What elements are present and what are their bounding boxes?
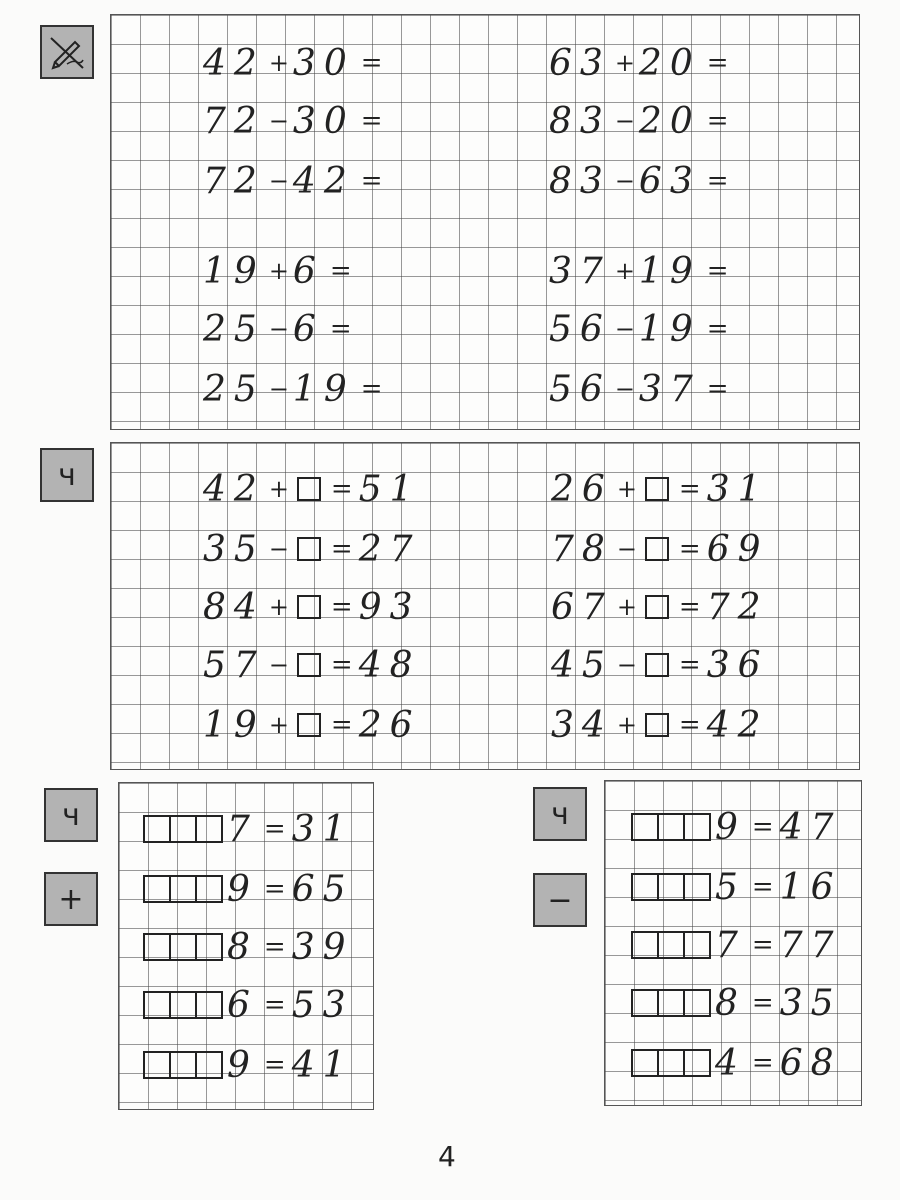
result: 51 <box>358 468 421 510</box>
result: 31 <box>291 808 354 850</box>
equals-sign: = <box>330 592 353 622</box>
grid-section-1 <box>110 14 860 430</box>
equals-sign: = <box>706 48 729 78</box>
equals-sign: = <box>263 990 286 1020</box>
operand-a: 42 <box>203 468 265 510</box>
operand-a: 72 <box>203 160 265 202</box>
grid-section-3-right <box>604 780 862 1106</box>
equation-row <box>549 159 735 203</box>
result: 42 <box>706 704 769 746</box>
operand-a: 83 <box>549 160 611 202</box>
operator: + <box>268 711 289 739</box>
result: 39 <box>291 926 354 968</box>
equals-sign: = <box>751 812 774 842</box>
result: 27 <box>358 528 421 570</box>
digit-box <box>683 1049 711 1077</box>
result: 41 <box>291 1044 354 1086</box>
digit-box <box>143 933 171 961</box>
equals-sign: = <box>360 106 383 136</box>
digit-box <box>657 931 685 959</box>
digit-box <box>143 1051 171 1079</box>
equation-row <box>203 159 389 203</box>
equals-sign: = <box>678 474 701 504</box>
result: 26 <box>358 704 421 746</box>
operand-a: 45 <box>551 644 613 686</box>
digit-boxes <box>143 1051 221 1079</box>
equals-sign: = <box>678 534 701 564</box>
operand-a: 56 <box>549 308 611 350</box>
equals-sign: = <box>678 650 701 680</box>
operator: − <box>268 315 289 343</box>
digit-boxes-row <box>143 867 354 911</box>
last-digit: 4 <box>715 1042 746 1084</box>
result: 48 <box>358 644 421 686</box>
digit-boxes-row <box>631 981 842 1025</box>
equals-sign: = <box>263 932 286 962</box>
operand-a: 57 <box>203 644 265 686</box>
operator: + <box>268 593 289 621</box>
operator: + <box>268 257 289 285</box>
operand-b: 20 <box>638 100 701 142</box>
equals-sign: = <box>706 106 729 136</box>
answer-box <box>297 595 321 619</box>
tag-section-3-right-2: − <box>533 873 587 927</box>
operand-b: 30 <box>292 42 355 84</box>
equals-sign: = <box>751 988 774 1018</box>
equals-sign: = <box>329 314 352 344</box>
operand-a: 19 <box>203 250 265 292</box>
tag-section-2: ч <box>40 448 94 502</box>
answer-box <box>645 595 669 619</box>
result: 65 <box>291 868 354 910</box>
digit-box <box>683 989 711 1017</box>
digit-box <box>657 813 685 841</box>
answer-box <box>297 653 321 677</box>
page-number: 4 <box>438 1140 456 1173</box>
digit-box <box>169 1051 197 1079</box>
operand-b: 30 <box>292 100 355 142</box>
equation-row <box>549 41 735 85</box>
digit-boxes <box>143 991 221 1019</box>
equals-sign: = <box>330 650 353 680</box>
operand-a: 84 <box>203 586 265 628</box>
operator: − <box>614 167 635 195</box>
equals-sign: = <box>330 534 353 564</box>
operator: + <box>616 593 637 621</box>
result: 35 <box>779 982 842 1024</box>
equals-sign: = <box>263 874 286 904</box>
digit-boxes-row <box>631 865 842 909</box>
operator: − <box>268 651 289 679</box>
operand-b: 42 <box>292 160 355 202</box>
missing-number-row <box>551 643 769 687</box>
digit-boxes <box>631 989 709 1017</box>
equals-sign: = <box>329 256 352 286</box>
equals-sign: = <box>706 166 729 196</box>
digit-box <box>195 933 223 961</box>
operator: + <box>268 475 289 503</box>
operand-a: 67 <box>551 586 613 628</box>
missing-number-row <box>203 467 421 511</box>
operand-b: 6 <box>292 308 324 350</box>
answer-box <box>297 477 321 501</box>
equals-sign: = <box>330 710 353 740</box>
answer-box <box>297 537 321 561</box>
last-digit: 6 <box>227 984 258 1026</box>
result: 77 <box>779 924 842 966</box>
operand-b: 19 <box>638 308 701 350</box>
answer-box <box>645 477 669 501</box>
digit-box <box>657 873 685 901</box>
equals-sign: = <box>360 48 383 78</box>
operator: − <box>614 107 635 135</box>
equation-row <box>549 367 735 411</box>
result: 31 <box>706 468 769 510</box>
digit-boxes <box>631 813 709 841</box>
operator: − <box>616 535 637 563</box>
operand-a: 63 <box>549 42 611 84</box>
operator: + <box>614 257 635 285</box>
operator: + <box>616 711 637 739</box>
digit-box <box>631 813 659 841</box>
digit-box <box>195 991 223 1019</box>
operand-a: 37 <box>549 250 611 292</box>
equation-row <box>203 367 389 411</box>
equation-row <box>549 249 735 293</box>
last-digit: 5 <box>715 866 746 908</box>
tag-section-3-left-1: ч <box>44 788 98 842</box>
equals-sign: = <box>678 592 701 622</box>
digit-boxes <box>143 875 221 903</box>
digit-boxes-row <box>631 805 842 849</box>
digit-box <box>143 815 171 843</box>
operator: − <box>614 315 635 343</box>
operator: − <box>614 375 635 403</box>
digit-boxes <box>143 815 221 843</box>
digit-box <box>195 1051 223 1079</box>
result: 69 <box>706 528 769 570</box>
equals-sign: = <box>263 1050 286 1080</box>
digit-box <box>683 813 711 841</box>
equals-sign: = <box>706 314 729 344</box>
operand-b: 19 <box>638 250 701 292</box>
digit-boxes-row <box>143 983 354 1027</box>
result: 36 <box>706 644 769 686</box>
operand-a: 19 <box>203 704 265 746</box>
digit-boxes-row <box>631 923 842 967</box>
operator: − <box>268 167 289 195</box>
missing-number-row <box>551 703 769 747</box>
missing-number-row <box>203 585 421 629</box>
result: 53 <box>291 984 354 1026</box>
operand-a: 25 <box>203 368 265 410</box>
operator: − <box>268 535 289 563</box>
digit-box <box>195 815 223 843</box>
operator: + <box>268 49 289 77</box>
digit-boxes-row <box>143 925 354 969</box>
digit-box <box>143 991 171 1019</box>
equals-sign: = <box>330 474 353 504</box>
operand-a: 26 <box>551 468 613 510</box>
answer-box <box>645 653 669 677</box>
equals-sign: = <box>678 710 701 740</box>
equals-sign: = <box>360 166 383 196</box>
equals-sign: = <box>751 1048 774 1078</box>
missing-number-row <box>203 527 421 571</box>
result: 47 <box>779 806 842 848</box>
missing-number-row <box>203 703 421 747</box>
digit-boxes-row <box>143 1043 354 1087</box>
equation-row <box>549 99 735 143</box>
equation-row <box>203 99 389 143</box>
equals-sign: = <box>706 256 729 286</box>
equation-row <box>549 307 735 351</box>
answer-box <box>645 537 669 561</box>
answer-box <box>645 713 669 737</box>
digit-box <box>683 873 711 901</box>
last-digit: 8 <box>715 982 746 1024</box>
result: 72 <box>706 586 769 628</box>
operand-b: 37 <box>638 368 701 410</box>
operand-a: 34 <box>551 704 613 746</box>
operator: − <box>268 375 289 403</box>
operand-a: 83 <box>549 100 611 142</box>
last-digit: 9 <box>227 868 258 910</box>
digit-box <box>657 989 685 1017</box>
equation-row <box>203 41 389 85</box>
digit-box <box>631 931 659 959</box>
digit-box <box>169 933 197 961</box>
grid-section-3-left <box>118 782 374 1110</box>
operand-a: 25 <box>203 308 265 350</box>
result: 16 <box>779 866 842 908</box>
digit-box <box>169 815 197 843</box>
operand-a: 56 <box>549 368 611 410</box>
operand-b: 6 <box>292 250 324 292</box>
digit-box <box>143 875 171 903</box>
operator: − <box>616 651 637 679</box>
equals-sign: = <box>751 872 774 902</box>
operand-b: 63 <box>638 160 701 202</box>
last-digit: 7 <box>715 924 746 966</box>
digit-boxes <box>631 1049 709 1077</box>
digit-box <box>683 931 711 959</box>
tag-section-3-right-1: ч <box>533 787 587 841</box>
digit-boxes <box>143 933 221 961</box>
last-digit: 9 <box>715 806 746 848</box>
digit-boxes <box>631 873 709 901</box>
tag-section-3-left-2: + <box>44 872 98 926</box>
equals-sign: = <box>751 930 774 960</box>
equals-sign: = <box>360 374 383 404</box>
answer-box <box>297 713 321 737</box>
equals-sign: = <box>263 814 286 844</box>
last-digit: 7 <box>227 808 258 850</box>
digit-boxes <box>631 931 709 959</box>
grid-section-2 <box>110 442 860 770</box>
operator: − <box>268 107 289 135</box>
operand-a: 42 <box>203 42 265 84</box>
digit-box <box>631 1049 659 1077</box>
missing-number-row <box>203 643 421 687</box>
missing-number-row <box>551 585 769 629</box>
digit-box <box>169 875 197 903</box>
digit-box <box>657 1049 685 1077</box>
digit-boxes-row <box>631 1041 842 1085</box>
operand-a: 78 <box>551 528 613 570</box>
equals-sign: = <box>706 374 729 404</box>
digit-boxes-row <box>143 807 354 851</box>
digit-box <box>195 875 223 903</box>
operator: + <box>616 475 637 503</box>
missing-number-row <box>551 467 769 511</box>
digit-box <box>169 991 197 1019</box>
operand-a: 35 <box>203 528 265 570</box>
last-digit: 8 <box>227 926 258 968</box>
operator: + <box>614 49 635 77</box>
operand-b: 19 <box>292 368 355 410</box>
result: 68 <box>779 1042 842 1084</box>
digit-box <box>631 989 659 1017</box>
pencil-icon <box>47 32 87 72</box>
digit-box <box>631 873 659 901</box>
equation-row <box>203 249 358 293</box>
last-digit: 9 <box>227 1044 258 1086</box>
pencil-icon-tag <box>40 25 94 79</box>
operand-b: 20 <box>638 42 701 84</box>
equation-row <box>203 307 358 351</box>
result: 93 <box>358 586 421 628</box>
missing-number-row <box>551 527 769 571</box>
operand-a: 72 <box>203 100 265 142</box>
